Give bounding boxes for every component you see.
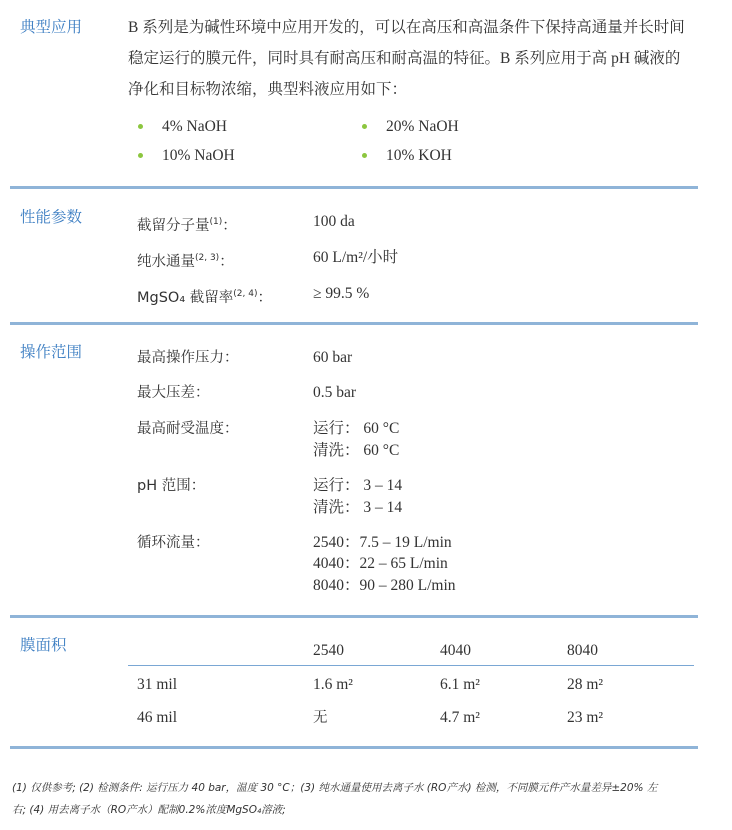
area-cell: 28 m²	[567, 676, 604, 693]
bullet-dot-icon	[138, 153, 143, 158]
footnote-line-2: 右; (4) 用去离子水（RO产水）配制0.2%浓度MgSO₄溶液;	[12, 804, 286, 816]
area-cell: 1.6 m²	[313, 676, 353, 693]
table-header-rule	[128, 665, 694, 666]
section-divider	[10, 322, 698, 325]
area-header-4040: 4040	[440, 642, 471, 659]
op-label-max-pressure: 最高操作压力：	[137, 350, 239, 366]
area-header-8040: 8040	[567, 642, 598, 659]
list-item: 4% NaOH	[138, 116, 227, 138]
perf-label-mwco: 截留分子量$^{(1)}$：	[137, 217, 237, 234]
op-label-max-dp: 最大压差：	[137, 385, 210, 401]
area-header-2540: 2540	[313, 642, 344, 659]
bullet-dot-icon	[362, 124, 367, 129]
area-cell: 4.7 m²	[440, 709, 480, 726]
op-value-ph-run: 运行： 3 – 14	[313, 477, 403, 494]
op-label-ph: pH 范围：	[137, 478, 206, 494]
perf-label-mgso4-rejection: MgSO₄ 截留率$^{(2, 4)}$：	[137, 289, 272, 306]
section-title-operating-range: 操作范围	[20, 343, 83, 361]
op-value-max-pressure: 60 bar	[313, 349, 353, 366]
bullet-dot-icon	[138, 124, 143, 129]
list-item: 10% NaOH	[138, 145, 235, 167]
list-item: 20% NaOH	[362, 116, 459, 138]
area-row-label-46mil: 46 mil	[137, 709, 178, 726]
section-divider	[10, 186, 698, 189]
op-label-max-temp: 最高耐受温度：	[137, 421, 239, 437]
op-value-flow-8040: 8040：90 – 280 L/min	[313, 577, 456, 594]
perf-value-water-flux: 60 L/m²/小时	[313, 249, 399, 266]
op-value-flow-2540: 2540：7.5 – 19 L/min	[313, 534, 452, 551]
perf-label-water-flux: 纯水通量$^{(2, 3)}$：	[137, 253, 234, 270]
op-label-flow: 循环流量：	[137, 535, 210, 551]
section-title-performance: 性能参数	[20, 208, 83, 226]
section-divider	[10, 746, 698, 749]
area-cell: 无	[313, 710, 328, 726]
op-value-temp-clean: 清洗： 60 °C	[313, 442, 400, 459]
perf-value-mgso4-rejection: ≥ 99.5 %	[313, 285, 370, 302]
op-value-max-dp: 0.5 bar	[313, 384, 357, 401]
op-value-flow-4040: 4040：22 – 65 L/min	[313, 555, 448, 572]
op-value-ph-clean: 清洗： 3 – 14	[313, 499, 403, 516]
section-title-membrane-area: 膜面积	[20, 636, 67, 654]
section-title-typical-application: 典型应用	[20, 18, 83, 36]
perf-value-mwco: 100 da	[313, 213, 355, 230]
area-row-label-31mil: 31 mil	[137, 676, 178, 693]
op-value-temp-run: 运行： 60 °C	[313, 420, 400, 437]
bullet-dot-icon	[362, 153, 367, 158]
area-cell: 23 m²	[567, 709, 604, 726]
list-item: 10% KOH	[362, 145, 452, 167]
typical-application-paragraph: B 系列是为碱性环境中应用开发的，可以在高压和高温条件下保持高通量并长时间稳定运行的膜元件，同时具有耐高压和耐高温的特征。B 系列应用于高 pH 碱液的净化和目标物浓缩，典型料液应用如下：	[128, 19, 685, 98]
footnote-line-1: (1) 仅供参考; (2) 检测条件: 运行压力 40 bar，温度 30 °C；(3) 纯水通量使用去离子水 (RO产水) 检测，不同膜元件产水量差异±20% 左	[12, 782, 658, 794]
area-cell: 6.1 m²	[440, 676, 480, 693]
section-divider	[10, 615, 698, 618]
